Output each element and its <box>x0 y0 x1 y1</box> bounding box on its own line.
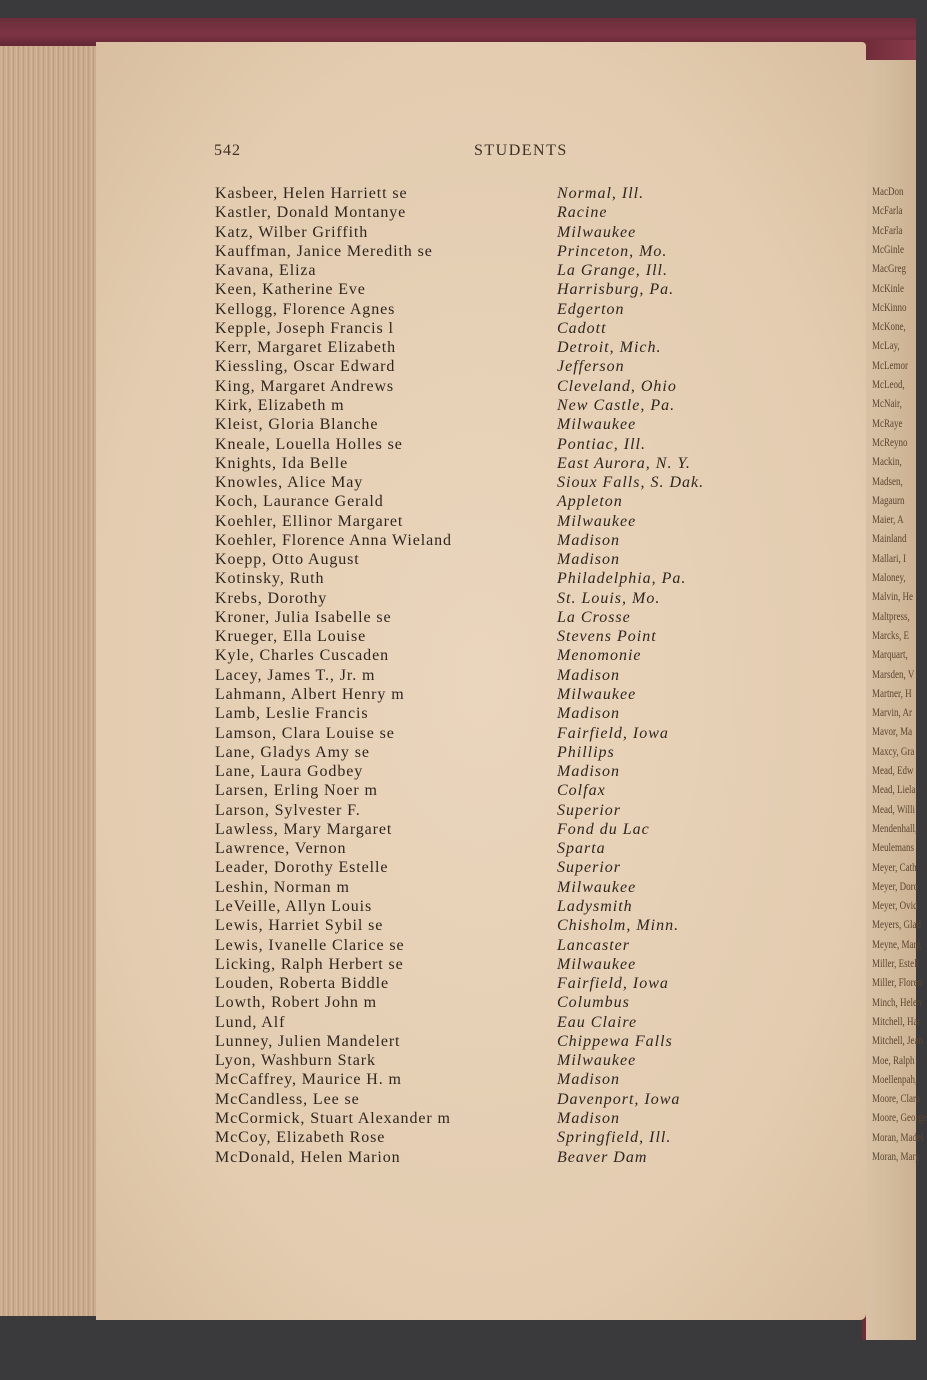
facing-page-fragment: Moore, George <box>872 1110 927 1125</box>
student-name: Lamson, Clara Louise se <box>215 725 395 742</box>
page-edges <box>0 46 100 1316</box>
student-hometown: Princeton, Mo. <box>557 243 668 260</box>
student-name: McCormick, Stuart Alexander m <box>215 1110 451 1127</box>
student-hometown: Sioux Falls, S. Dak. <box>557 474 705 491</box>
facing-page-fragment: Minch, Helen <box>872 994 922 1009</box>
student-name: Katz, Wilber Griffith <box>215 224 369 241</box>
student-hometown: Madison <box>557 1071 620 1088</box>
student-hometown: Normal, Ill. <box>557 185 645 202</box>
student-name: Kasbeer, Helen Harriett se <box>215 185 408 202</box>
student-name: Larson, Sylvester F. <box>215 802 361 819</box>
facing-page-fragment: Mead, Edw <box>872 763 914 777</box>
student-name: Lund, Alf <box>215 1014 286 1031</box>
student-name: Knowles, Alice May <box>215 474 364 491</box>
student-hometown: Madison <box>557 1110 620 1127</box>
facing-page-fragment: Mead, Liela <box>872 782 916 797</box>
student-hometown: Springfield, Ill. <box>557 1129 672 1146</box>
student-hometown: Madison <box>557 705 620 722</box>
student-hometown: Milwaukee <box>557 224 637 241</box>
student-hometown: Milwaukee <box>557 513 637 530</box>
student-name: Knights, Ida Belle <box>215 455 349 472</box>
student-hometown: Milwaukee <box>557 1052 637 1069</box>
student-name: McCoy, Elizabeth Rose <box>215 1129 386 1146</box>
student-hometown: Phillips <box>557 744 615 761</box>
student-hometown: Eau Claire <box>557 1014 638 1031</box>
running-head: STUDENTS <box>474 142 568 159</box>
student-name: Lacey, James T., Jr. m <box>215 667 376 684</box>
student-hometown: Madison <box>557 763 620 780</box>
student-hometown: Colfax <box>557 782 606 799</box>
student-name: Keen, Katherine Eve <box>215 281 366 298</box>
student-name: Lyon, Washburn Stark <box>215 1052 376 1069</box>
facing-page-fragment: Maltpress, <box>872 608 910 623</box>
facing-page-fragment: Marquart, <box>872 647 908 662</box>
facing-page-fragment: Meulemans <box>872 840 914 855</box>
facing-page-fragment: Moran, Mary <box>872 1149 920 1163</box>
student-hometown: Chippewa Falls <box>557 1033 673 1050</box>
facing-page-fragment: McLay, <box>872 338 900 353</box>
facing-page-fragment: MacDon <box>872 184 904 198</box>
student-name: Krueger, Ella Louise <box>215 628 367 645</box>
student-hometown: Chisholm, Minn. <box>557 917 680 934</box>
student-name: Lowth, Robert John m <box>215 994 377 1011</box>
student-hometown: Madison <box>557 551 620 568</box>
student-hometown: Columbus <box>557 994 630 1011</box>
facing-page-fragment: Miller, Floren <box>872 975 923 990</box>
student-hometown: La Crosse <box>557 609 631 626</box>
student-hometown: Madison <box>557 532 620 549</box>
facing-page-fragment: Miller, Estell <box>872 956 920 970</box>
facing-page-fragment: Moellenpah, <box>872 1071 918 1086</box>
student-hometown: New Castle, Pa. <box>557 397 676 414</box>
student-hometown: Milwaukee <box>557 956 637 973</box>
student-hometown: Beaver Dam <box>557 1149 648 1166</box>
facing-page-fragment: Marsden, V <box>872 666 915 681</box>
student-name: Kirk, Elizabeth m <box>215 397 345 414</box>
facing-page-fragment: Malvin, He <box>872 589 913 604</box>
student-hometown: La Grange, Ill. <box>557 262 668 279</box>
book-page <box>96 42 866 1320</box>
student-name: Kavana, Eliza <box>215 262 317 279</box>
facing-page-fragment: McKinle <box>872 280 904 295</box>
facing-page-fragment: Maloney, <box>872 570 906 584</box>
student-name: Larsen, Erling Noer m <box>215 782 378 799</box>
student-hometown: Milwaukee <box>557 879 637 896</box>
student-name: Lane, Gladys Amy se <box>215 744 370 761</box>
facing-page-fragment: McKinno <box>872 299 907 314</box>
student-name: Lamb, Leslie Francis <box>215 705 369 722</box>
facing-page-edge <box>866 60 927 1340</box>
student-hometown: Pontiac, Ill. <box>557 436 646 453</box>
student-hometown: Davenport, Iowa <box>557 1091 681 1108</box>
student-name: Kneale, Louella Holles se <box>215 436 403 453</box>
facing-page-fragment: McRaye <box>872 415 903 430</box>
facing-page-fragment: McGinle <box>872 241 904 256</box>
facing-page-fragment: Meyer, Cath <box>872 859 917 874</box>
student-hometown: Ladysmith <box>557 898 633 915</box>
facing-page-fragment: Maxcy, Gra <box>872 743 915 758</box>
student-hometown: Superior <box>557 859 621 876</box>
student-hometown: East Aurora, N. Y. <box>557 455 691 472</box>
student-hometown: St. Louis, Mo. <box>557 590 661 607</box>
student-hometown: Milwaukee <box>557 416 637 433</box>
facing-page-fragment: McNair, <box>872 396 902 411</box>
page-number: 542 <box>214 142 241 159</box>
student-hometown: Philadelphia, Pa. <box>557 570 687 587</box>
facing-page-fragment: Meyne, Marg <box>872 936 921 951</box>
student-hometown: Racine <box>557 204 608 221</box>
facing-page-fragment: McLeod, <box>872 377 905 391</box>
student-hometown: Detroit, Mich. <box>557 339 662 356</box>
facing-page-fragment: McFarla <box>872 222 903 237</box>
student-name: Lunney, Julien Mandelert <box>215 1033 401 1050</box>
facing-page-fragment: Mainland <box>872 531 907 546</box>
student-name: McCaffrey, Maurice H. m <box>215 1071 402 1088</box>
facing-page-fragment: Mitchell, Jean <box>872 1033 923 1048</box>
facing-page-fragment: Moran, Madel <box>872 1129 924 1144</box>
student-hometown: Menomonie <box>557 647 642 664</box>
student-name: Kotinsky, Ruth <box>215 570 325 587</box>
student-hometown: Milwaukee <box>557 686 637 703</box>
student-name: Krebs, Dorothy <box>215 590 328 607</box>
student-name: Leader, Dorothy Estelle <box>215 859 389 876</box>
facing-page-fragment: Marcks, E <box>872 627 909 642</box>
facing-page-fragment: Meyer, Ovid <box>872 898 918 913</box>
student-name: Kellogg, Florence Agnes <box>215 301 396 318</box>
student-name: Kepple, Joseph Francis l <box>215 320 394 337</box>
student-name: Kleist, Gloria Blanche <box>215 416 379 433</box>
facing-page-fragment: Meyers, Glad <box>872 917 921 932</box>
student-name: Lawless, Mary Margaret <box>215 821 393 838</box>
student-hometown: Stevens Point <box>557 628 657 645</box>
facing-page-fragment: Mead, Willi <box>872 801 915 816</box>
student-hometown: Fairfield, Iowa <box>557 975 669 992</box>
facing-page-fragment: Moe, Ralph <box>872 1052 915 1067</box>
student-name: Kroner, Julia Isabelle se <box>215 609 392 626</box>
facing-page-fragment: Maier, A <box>872 512 904 527</box>
student-name: Leshin, Norman m <box>215 879 350 896</box>
student-name: Lawrence, Vernon <box>215 840 347 857</box>
student-hometown: Lancaster <box>557 937 630 954</box>
student-name: Kastler, Donald Montanye <box>215 204 407 221</box>
student-name: King, Margaret Andrews <box>215 378 395 395</box>
student-name: Kyle, Charles Cuscaden <box>215 647 389 664</box>
student-name: Lahmann, Albert Henry m <box>215 686 405 703</box>
student-hometown: Edgerton <box>557 301 625 318</box>
student-name: LeVeille, Allyn Louis <box>215 898 373 915</box>
facing-page-fragment: Mitchell, Har <box>872 1013 921 1028</box>
student-name: McDonald, Helen Marion <box>215 1149 401 1166</box>
student-name: McCandless, Lee se <box>215 1091 360 1108</box>
student-hometown: Cadott <box>557 320 607 337</box>
student-hometown: Superior <box>557 802 621 819</box>
student-hometown: Sparta <box>557 840 606 857</box>
student-hometown: Appleton <box>557 493 623 510</box>
facing-page-fragment: McFarla <box>872 203 903 218</box>
student-hometown: Jefferson <box>557 358 625 375</box>
facing-page-fragment: Magaurn <box>872 492 905 507</box>
facing-page-fragment: Mavor, Ma <box>872 724 913 739</box>
student-name: Kerr, Margaret Elizabeth <box>215 339 397 356</box>
student-name: Koch, Laurance Gerald <box>215 493 384 510</box>
student-name: Lewis, Harriet Sybil se <box>215 917 384 934</box>
student-hometown: Harrisburg, Pa. <box>557 281 675 298</box>
facing-page-fragment: McLemor <box>872 357 908 372</box>
student-name: Kiessling, Oscar Edward <box>215 358 396 375</box>
student-name: Koehler, Ellinor Margaret <box>215 513 404 530</box>
facing-page-fragment: MacGreg <box>872 261 906 276</box>
student-name: Koepp, Otto August <box>215 551 360 568</box>
student-name: Louden, Roberta Biddle <box>215 975 389 992</box>
facing-page-fragment: Madsen, <box>872 473 903 488</box>
facing-page-fragment: Marvin, Ar <box>872 705 912 720</box>
student-hometown: Madison <box>557 667 620 684</box>
facing-page-fragment: Mallari, I <box>872 550 906 565</box>
student-name: Lewis, Ivanelle Clarice se <box>215 937 405 954</box>
student-hometown: Fond du Lac <box>557 821 650 838</box>
student-name: Licking, Ralph Herbert se <box>215 956 404 973</box>
facing-page-fragment: Meyer, Doro <box>872 878 919 893</box>
student-name: Koehler, Florence Anna Wieland <box>215 532 452 549</box>
facing-page-fragment: McReyno <box>872 434 908 449</box>
student-hometown: Fairfield, Iowa <box>557 725 669 742</box>
facing-page-fragment: Mackin, <box>872 454 902 469</box>
facing-page-fragment: Mendenhall, <box>872 820 918 835</box>
student-name: Lane, Laura Godbey <box>215 763 364 780</box>
facing-page-fragment: Moore, Clara <box>872 1091 920 1106</box>
student-name: Kauffman, Janice Meredith se <box>215 243 433 260</box>
student-hometown: Cleveland, Ohio <box>557 378 677 395</box>
facing-page-fragment: McKone, <box>872 319 906 334</box>
facing-page-fragment: Martner, H <box>872 685 912 700</box>
